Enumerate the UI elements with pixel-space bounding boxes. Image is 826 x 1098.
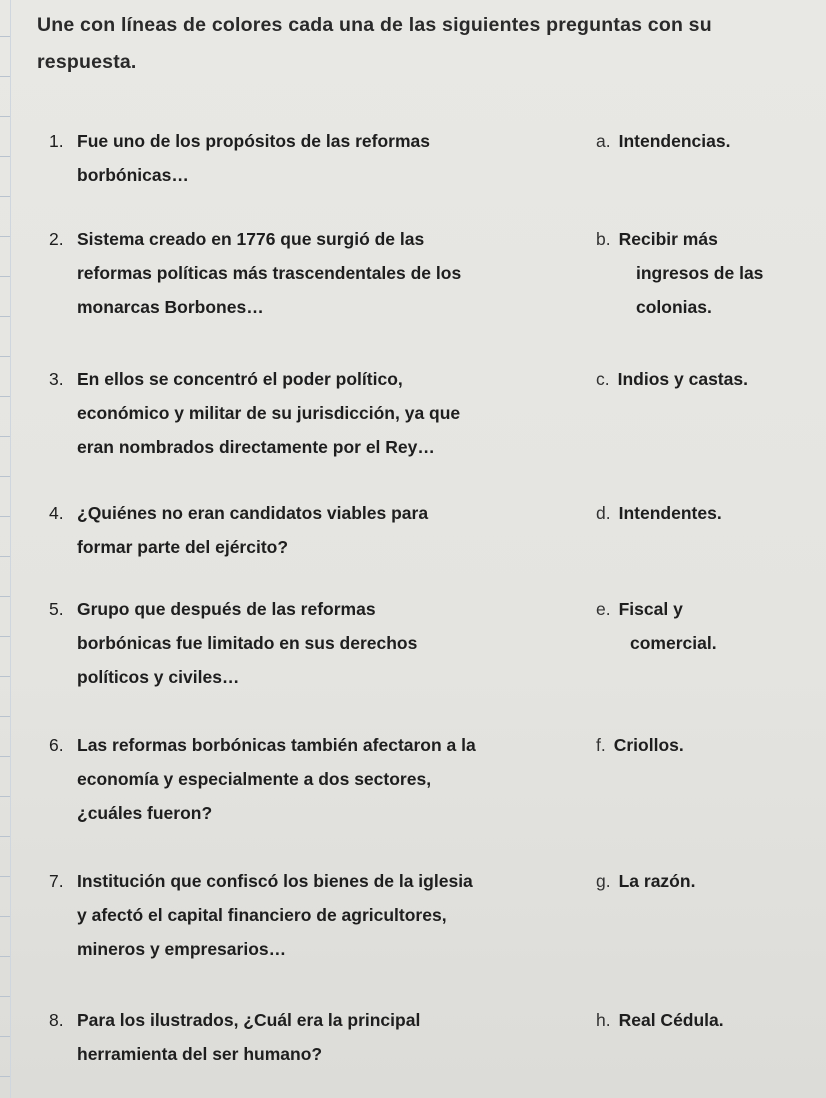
- notebook-rule: [0, 76, 10, 77]
- answer-text: colonias.: [636, 297, 712, 317]
- answer-a-line-1: [596, 131, 730, 152]
- question-text: ¿Quiénes no eran candidatos viables para: [77, 503, 429, 523]
- question-number: 7.: [49, 871, 64, 891]
- question-number: 2.: [49, 229, 64, 249]
- notebook-rule: [0, 476, 10, 477]
- answer-d-line-1: [596, 503, 722, 524]
- notebook-rule: [0, 1036, 10, 1037]
- notebook-rule: [0, 236, 10, 237]
- answer-text: Fiscal y: [618, 599, 683, 619]
- answer-letter: d.: [596, 503, 611, 523]
- margin-line: [10, 0, 11, 1098]
- question-text: Las reformas borbónicas también afectaron a la: [77, 735, 476, 755]
- answer-letter: c.: [596, 369, 610, 389]
- answer-letter: a.: [596, 131, 611, 151]
- answer-f-line-1: [596, 735, 684, 756]
- question-text: y afectó el capital financiero de agricultores,: [77, 905, 447, 925]
- notebook-rule: [0, 636, 10, 637]
- question-text: Para los ilustrados, ¿Cuál era la principal: [77, 1010, 421, 1030]
- question-2-line-1: [49, 229, 424, 250]
- question-number: 8.: [49, 1010, 64, 1030]
- question-5-line-3: [77, 667, 239, 688]
- notebook-rule: [0, 556, 10, 557]
- question-6-line-3: [77, 803, 212, 824]
- question-text: borbónicas…: [77, 165, 189, 185]
- question-text: formar parte del ejército?: [77, 537, 289, 557]
- answer-letter: h.: [596, 1010, 611, 1030]
- answer-g-line-1: [596, 871, 695, 892]
- answer-b-line-3: [636, 297, 712, 318]
- question-6-line-2: [77, 769, 431, 790]
- answer-e-line-2: [630, 633, 717, 654]
- question-text: herramienta del ser humano?: [77, 1044, 323, 1064]
- question-3-line-2: [77, 403, 460, 424]
- question-1-line-2: [77, 165, 189, 186]
- answer-c-line-1: [596, 369, 748, 390]
- question-text: Fue uno de los propósitos de las reformas: [77, 131, 430, 151]
- answer-letter: g.: [596, 871, 611, 891]
- question-text: En ellos se concentró el poder político,: [77, 369, 403, 389]
- instructions-line-2: respuesta.: [37, 51, 137, 73]
- notebook-rule: [0, 36, 10, 37]
- answer-text: Intendentes.: [618, 503, 722, 523]
- notebook-rule: [0, 276, 10, 277]
- answer-text: Criollos.: [613, 735, 684, 755]
- answer-text: Indios y castas.: [617, 369, 748, 389]
- notebook-rule: [0, 1076, 10, 1077]
- question-3-line-1: [49, 369, 403, 390]
- answer-letter: e.: [596, 599, 611, 619]
- notebook-rule: [0, 196, 10, 197]
- notebook-rule: [0, 516, 10, 517]
- question-8-line-1: [49, 1010, 420, 1031]
- question-text: mineros y empresarios…: [77, 939, 287, 959]
- answer-text: comercial.: [630, 633, 717, 653]
- notebook-rule: [0, 116, 10, 117]
- question-text: ¿cuáles fueron?: [77, 803, 213, 823]
- question-text: Institución que confiscó los bienes de la iglesia: [77, 871, 473, 891]
- question-2-line-3: [77, 297, 264, 318]
- answer-text: ingresos de las: [636, 263, 764, 283]
- answer-text: Recibir más: [618, 229, 718, 249]
- answer-b-line-1: [596, 229, 718, 250]
- question-6-line-1: [49, 735, 476, 756]
- answer-letter: f.: [596, 735, 606, 755]
- notebook-rule: [0, 796, 10, 797]
- question-text: eran nombrados directamente por el Rey…: [77, 437, 435, 457]
- notebook-rule: [0, 596, 10, 597]
- notebook-rule: [0, 156, 10, 157]
- question-number: 4.: [49, 503, 64, 523]
- notebook-rule: [0, 436, 10, 437]
- question-number: 1.: [49, 131, 64, 151]
- question-number: 3.: [49, 369, 64, 389]
- question-4-line-1: [49, 503, 428, 524]
- question-5-line-1: [49, 599, 376, 620]
- question-7-line-2: [77, 905, 447, 926]
- instructions-line-1: Une con líneas de colores cada una de las siguientes preguntas con su: [37, 14, 712, 36]
- notebook-rule: [0, 716, 10, 717]
- question-4-line-2: [77, 537, 288, 558]
- answer-text: Real Cédula.: [618, 1010, 724, 1030]
- question-7-line-1: [49, 871, 473, 892]
- answer-b-line-2: [636, 263, 763, 284]
- answer-e-line-1: [596, 599, 683, 620]
- notebook-rule: [0, 876, 10, 877]
- question-8-line-2: [77, 1044, 322, 1065]
- question-text: borbónicas fue limitado en sus derechos: [77, 633, 418, 653]
- question-1-line-1: [49, 131, 430, 152]
- question-5-line-2: [77, 633, 417, 654]
- question-text: economía y especialmente a dos sectores,: [77, 769, 432, 789]
- answer-h-line-1: [596, 1010, 724, 1031]
- notebook-rule: [0, 836, 10, 837]
- question-text: Sistema creado en 1776 que surgió de las: [77, 229, 425, 249]
- question-7-line-3: [77, 939, 286, 960]
- answer-text: Intendencias.: [618, 131, 731, 151]
- question-text: monarcas Borbones…: [77, 297, 264, 317]
- question-number: 6.: [49, 735, 64, 755]
- question-2-line-2: [77, 263, 461, 284]
- notebook-rule: [0, 676, 10, 677]
- question-3-line-3: [77, 437, 435, 458]
- notebook-rule: [0, 356, 10, 357]
- question-text: Grupo que después de las reformas: [77, 599, 376, 619]
- notebook-rule: [0, 956, 10, 957]
- question-text: reformas políticas más trascendentales de los: [77, 263, 462, 283]
- notebook-rule: [0, 996, 10, 997]
- answer-text: La razón.: [618, 871, 696, 891]
- notebook-rule: [0, 756, 10, 757]
- question-text: políticos y civiles…: [77, 667, 240, 687]
- question-number: 5.: [49, 599, 64, 619]
- notebook-rule: [0, 396, 10, 397]
- answer-letter: b.: [596, 229, 611, 249]
- notebook-rule: [0, 316, 10, 317]
- question-text: económico y militar de su jurisdicción, ya que: [77, 403, 461, 423]
- notebook-rule: [0, 916, 10, 917]
